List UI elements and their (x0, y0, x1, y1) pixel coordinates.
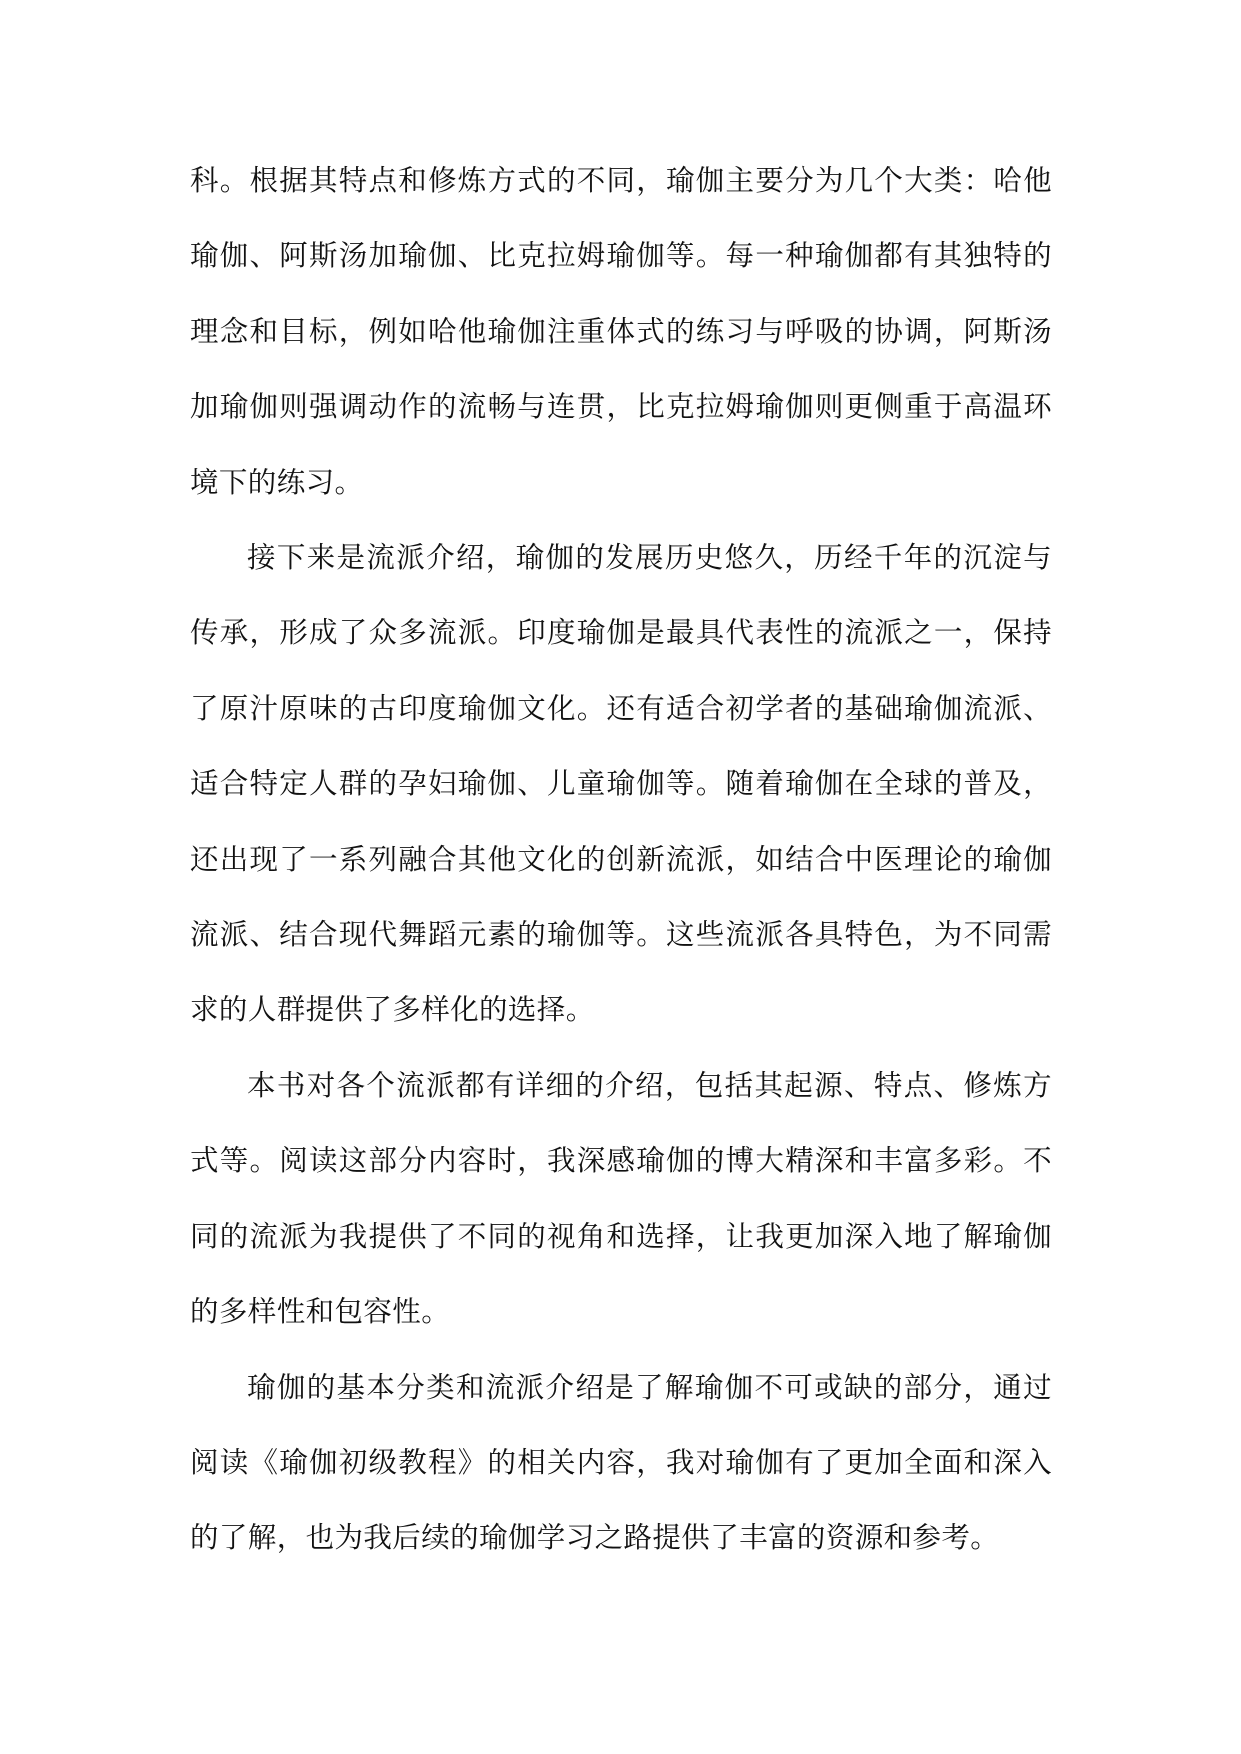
paragraph: 本书对各个流派都有详细的介绍，包括其起源、特点、修炼方式等。阅读这部分内容时，我深感瑜伽的博大精深和丰富多彩。不同的流派为我提供了不同的视角和选择，让我更加深入地了解瑜伽的多样性和包容性。 (190, 1068, 1052, 1329)
paragraph: 瑜伽的基本分类和流派介绍是了解瑜伽不可或缺的部分，通过阅读《瑜伽初级教程》的相关内容，我对瑜伽有了更加全面和深入的了解，也为我后续的瑜伽学习之路提供了丰富的资源和参考。 (190, 1370, 1052, 1555)
document-body (190, 143, 1052, 1576)
paragraph: 接下来是流派介绍，瑜伽的发展历史悠久，历经千年的沉淀与传承，形成了众多流派。印度瑜伽是最具代表性的流派之一，保持了原汁原味的古印度瑜伽文化。还有适合初学者的基础瑜伽流派、适合特定人群的孕妇瑜伽、儿童瑜伽等。随着瑜伽在全球的普及，还出现了一系列融合其他文化的创新流派，如结合中医理论的瑜伽流派、结合现代舞蹈元素的瑜伽等。这些流派各具特色，为不同需求的人群提供了多样化的选择。 (190, 541, 1052, 1027)
paragraph-continued: 科。根据其特点和修炼方式的不同，瑜伽主要分为几个大类：哈他瑜伽、阿斯汤加瑜伽、比克拉姆瑜伽等。每一种瑜伽都有其独特的理念和目标，例如哈他瑜伽注重体式的练习与呼吸的协调，阿斯汤加瑜伽则强调动作的流畅与连贯，比克拉姆瑜伽则更侧重于高温环境下的练习。 (190, 164, 1052, 499)
